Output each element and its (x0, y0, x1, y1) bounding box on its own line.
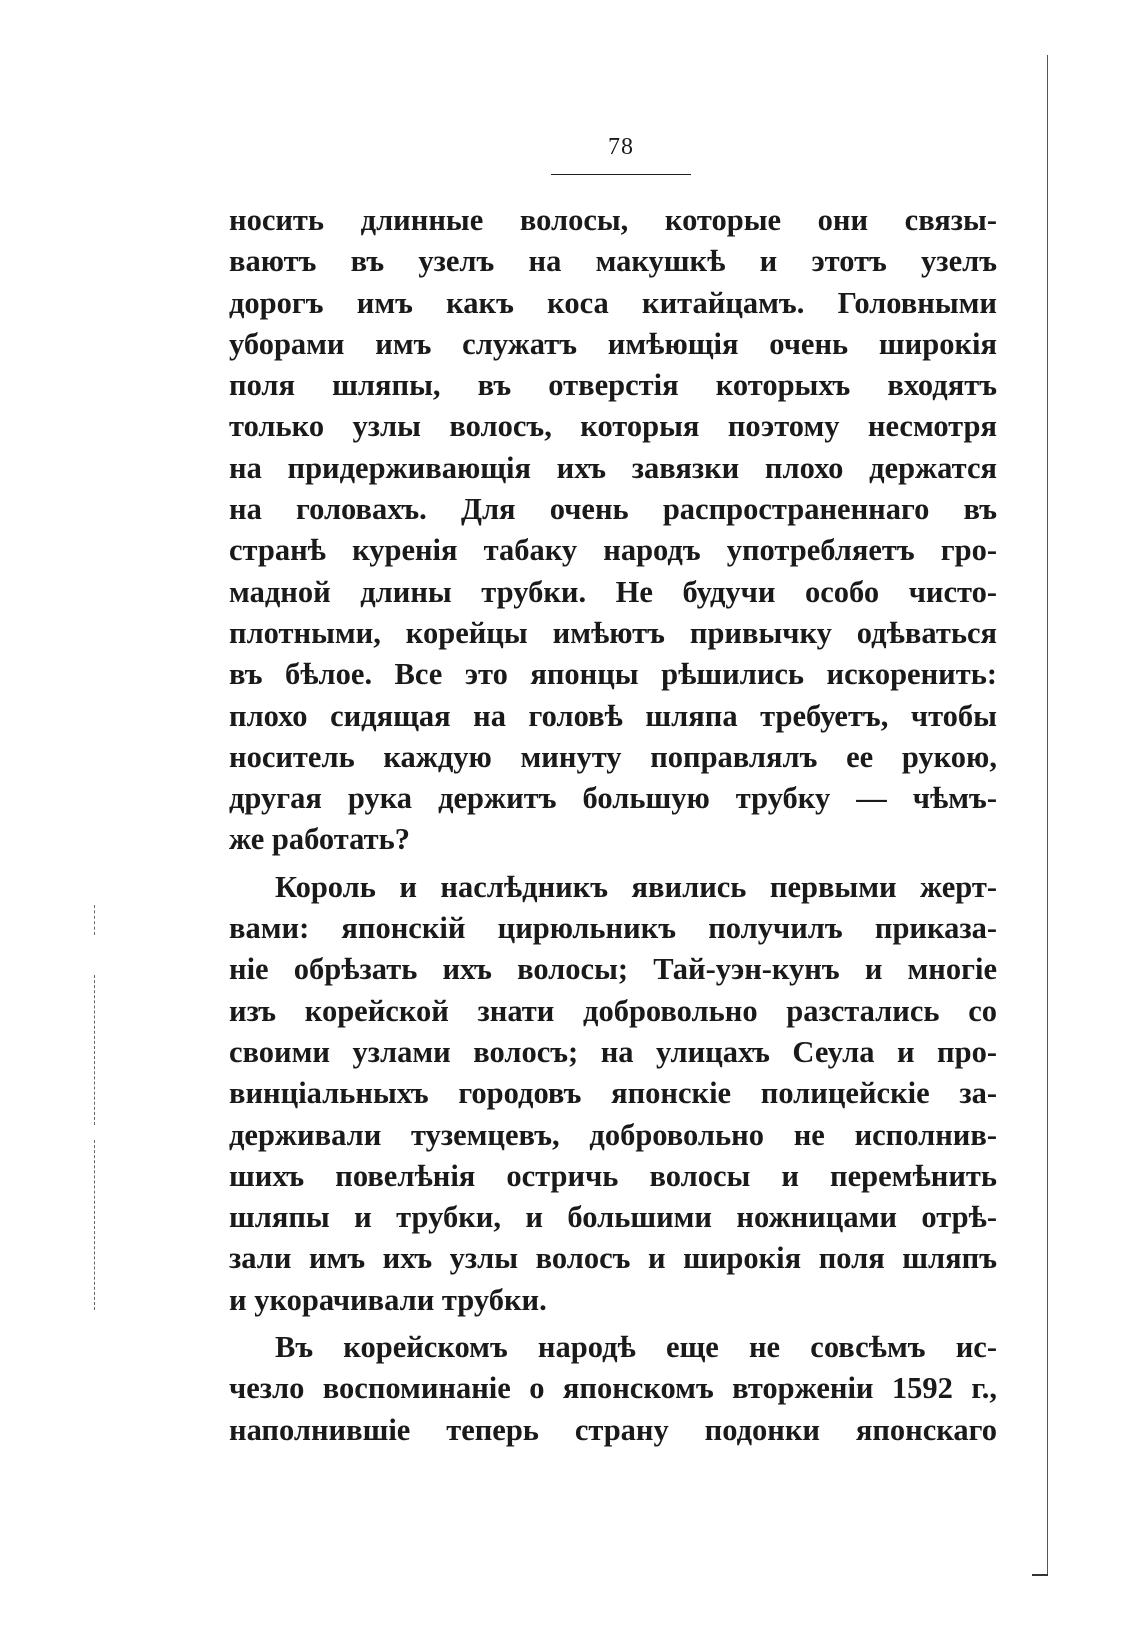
paragraph-3 (229, 1327, 997, 1451)
text-line: Въ корейскомъ народѣ еще не совсѣмъ ис- (275, 1330, 997, 1365)
text-line: другая рука держитъ большую трубку — чѣмъ- (229, 781, 997, 816)
text-line: плотными, корейцы имѣютъ привычку одѣваться (229, 615, 997, 650)
text-line: уборами имъ служатъ имѣющія очень широкія (229, 326, 997, 361)
text-line: своими узлами волосъ; на улицахъ Сеула и про- (229, 1034, 997, 1069)
right-margin-rule (1047, 55, 1048, 1575)
body-text (229, 200, 997, 1451)
text-line: изъ корейской знати добровольно разстались со (229, 993, 997, 1028)
text-line: держивали туземцевъ, добровольно не исполнив- (229, 1117, 997, 1152)
text-line: носитель каждую минуту поправлялъ ее рукою, (229, 739, 997, 774)
left-margin-mark (94, 905, 95, 935)
text-line: шихъ повелѣнія остричь волосы и перемѣнить (229, 1158, 997, 1193)
paragraph-1 (229, 200, 997, 861)
text-line: Король и наслѣдникъ явились первыми жерт- (275, 869, 997, 904)
left-margin-mark (94, 975, 95, 1125)
text-line: въ бѣлое. Все это японцы рѣшились искоренить: (229, 657, 997, 692)
page-number: 78 (608, 134, 634, 160)
paragraph-2 (229, 867, 997, 1321)
text-line: вами: японскій цирюльникъ получилъ приказа- (229, 911, 997, 946)
text-line: только узлы волосъ, которыя поэтому несмотря (229, 409, 997, 444)
text-line: наполнившіе теперь страну подонки японскаго (229, 1412, 997, 1447)
text-line: же работать? (229, 822, 410, 857)
text-line: и укорачивали трубки. (229, 1282, 547, 1317)
text-line: чезло воспоминаніе о японскомъ вторженіи 1592 г., (229, 1371, 997, 1406)
text-line: дорогъ имъ какъ коса китайцамъ. Головными (229, 285, 997, 320)
text-line: на придерживающія ихъ завязки плохо держатся (229, 450, 997, 485)
header-rule (551, 174, 691, 175)
left-margin-mark (94, 1140, 95, 1310)
text-line: странѣ куренія табаку народъ употребляетъ гро- (229, 533, 997, 568)
text-line: плохо сидящая на головѣ шляпа требуетъ, чтобы (229, 698, 997, 733)
text-line: шляпы и трубки, и большими ножницами отрѣ- (229, 1200, 997, 1235)
text-line: на головахъ. Для очень распространеннаго въ (229, 492, 997, 527)
text-line: ніе обрѣзать ихъ волосы; Тай-уэн-кунъ и многіе (229, 952, 997, 987)
text-line: мадной длины трубки. Не будучи особо чисто- (229, 574, 997, 609)
text-line: ваютъ въ узелъ на макушкѣ и этотъ узелъ (229, 244, 997, 279)
text-line: носить длинные волосы, которые они связы- (229, 203, 997, 237)
text-line: зали имъ ихъ узлы волосъ и широкія поля шляпъ (229, 1241, 997, 1276)
text-line: поля шляпы, въ отверстія которыхъ входятъ (229, 368, 997, 403)
margin-tick (1032, 1574, 1048, 1576)
text-line: винціальныхъ городовъ японскіе полицейскіе за- (229, 1076, 997, 1111)
